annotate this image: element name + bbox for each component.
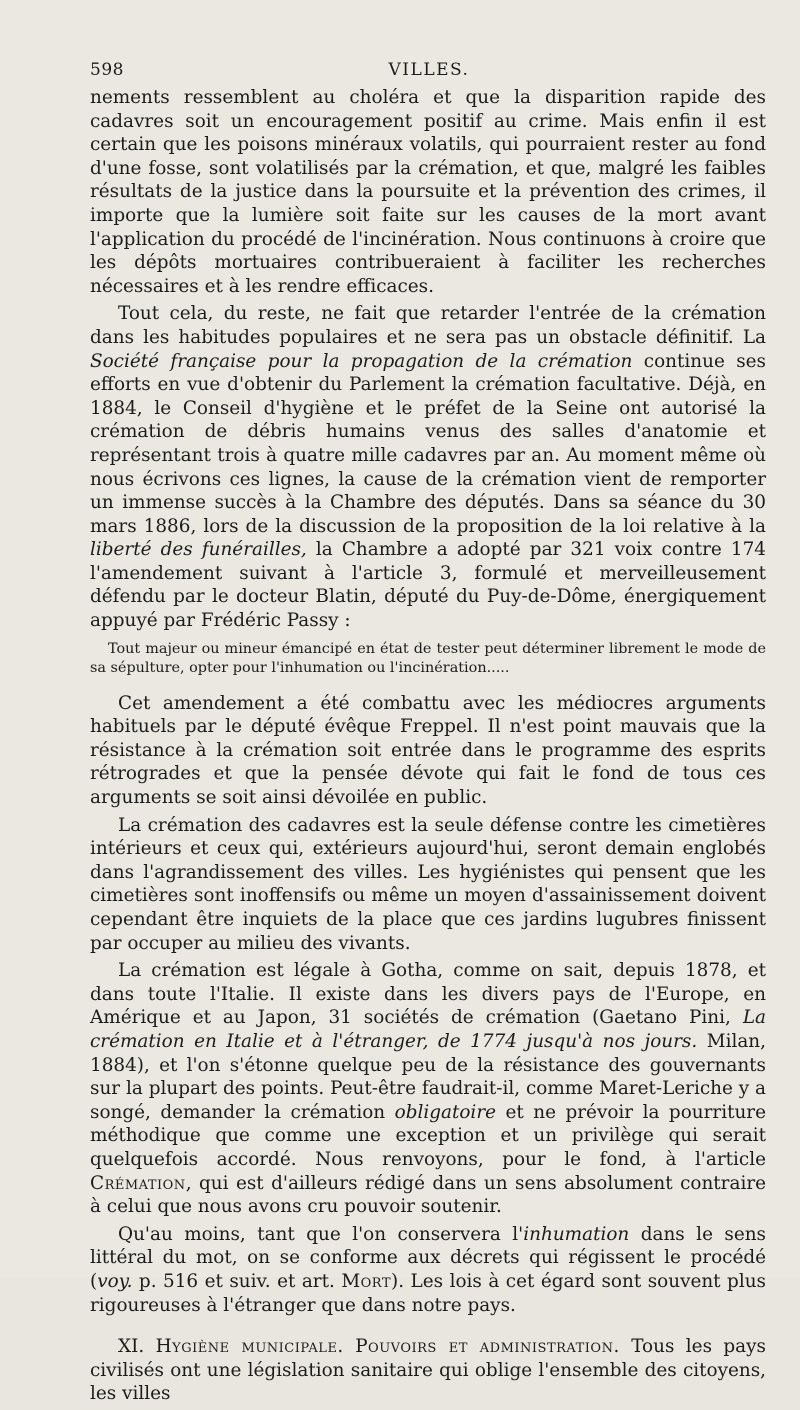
section-subheading: Pouvoirs et administration.: [355, 1336, 620, 1358]
amendment-quote: Tout majeur ou mineur émancipé en état de tester peut déterminer librement le mode de sa sépulture, opter pour l'inhumation ou l'incinération.....: [90, 640, 766, 676]
paragraph-2: Tout cela, du reste, ne fait que retarder l'entrée de la crémation dans les habitudes populaires et ne sera pas un obstacle définitif. La Société française pour la propagation de la crémation continue ses efforts en vue d'obtenir du Parlement la crémation facultative. Déjà, en 1884, le Conseil d'hygiène et le préfet de la Seine ont autorisé la crémation de débris humains venus des salles d'anatomie et représentant trois à quatre mille cadavres par an. Au moment même où nous écrivons ces lignes, la cause de la crémation vient de remporter un immense succès à la Chambre des députés. Dans sa séance du 30 mars 1886, lors de la discussion de la proposition de la loi relative à la liberté des funérailles, la Chambre a adopté par 321 voix contre 174 l'amendement suivant à l'article 3, formulé et merveilleusement défendu par le docteur Blatin, député du Puy-de-Dôme, énergiquement appuyé par Frédéric Passy :: [90, 303, 766, 632]
paragraph-4: La crémation des cadavres est la seule défense contre les cimetières intérieurs et ceux qui, extérieurs aujourd'hui, seront demain englobés dans l'agrandissement des villes. Les hygiénistes qui pensent que les cimetières sont inoffensifs ou même un moyen d'assainissement doivent cependant être inquiets de la place que ces jardins lugubres finissent par occuper au milieu des vivants.: [90, 814, 766, 954]
page-body: [90, 86, 766, 1410]
running-title: VILLES.: [388, 60, 470, 80]
page-number: 598: [90, 60, 124, 80]
section-xi-paragraph: XI. Hygiène municipale. Pouvoirs et administration. Tous les pays civilisés ont une législation sanitaire qui oblige l'ensemble des citoyens, les villes: [90, 1336, 766, 1405]
section-heading: Hygiène municipale.: [155, 1336, 344, 1358]
paragraph-6: Qu'au moins, tant que l'on conservera l'inhumation dans le sens littéral du mot, on se conforme aux décrets qui régissent le procédé (voy. p. 516 et suiv. et art. Mort). Les lois à cet égard sont souvent plus rigoureuses à l'étranger que dans notre pays.: [90, 1223, 766, 1316]
page-header: [90, 60, 768, 86]
paragraph-5: La crémation est légale à Gotha, comme on sait, depuis 1878, et dans toute l'Italie. Il existe dans les divers pays de l'Europe, en Amérique et au Japon, 31 sociétés de crémation (Gaetano Pini, La crémation en Italie et à l'étranger, de 1774 jusqu'à nos jours. Milan, 1884), et l'on s'étonne quelque peu de la résistance des gouvernants sur la plupart des points. Peut-être faudrait-il, comme Maret-Leriche y a songé, demander la crémation obligatoire et ne prévoir la pourriture méthodique que comme une exception et un privilège qui serait quelquefois accordé. Nous renvoyons, pour le fond, à l'article Crémation, qui est d'ailleurs rédigé dans un sens absolument contraire à celui que nous avons cru pouvoir soutenir.: [90, 960, 766, 1218]
paragraph-1: nements ressemblent au choléra et que la disparition rapide des cadavres soit un encouragement positif au crime. Mais enfin il est certain que les poisons minéraux volatils, qui pourraient rester au fond d'une fosse, sont volatilisés par la crémation, et que, malgré les faibles résultats de la justice dans la poursuite et la prévention des crimes, il importe que la lumière soit faite sur les causes de la mort avant l'application du procédé de l'incinération. Nous continuons à croire que les dépôts mortuaires contribueraient à faciliter les recherches nécessaires et à les rendre efficaces.: [90, 87, 766, 297]
paragraph-3: Cet amendement a été combattu avec les médiocres arguments habituels par le député évêque Freppel. Il n'est point mauvais que la résistance à la crémation soit entrée dans le programme des esprits rétrogrades et que la pensée dévote qui fait le fond de tous ces arguments se soit ainsi dévoilée en public.: [90, 692, 766, 809]
